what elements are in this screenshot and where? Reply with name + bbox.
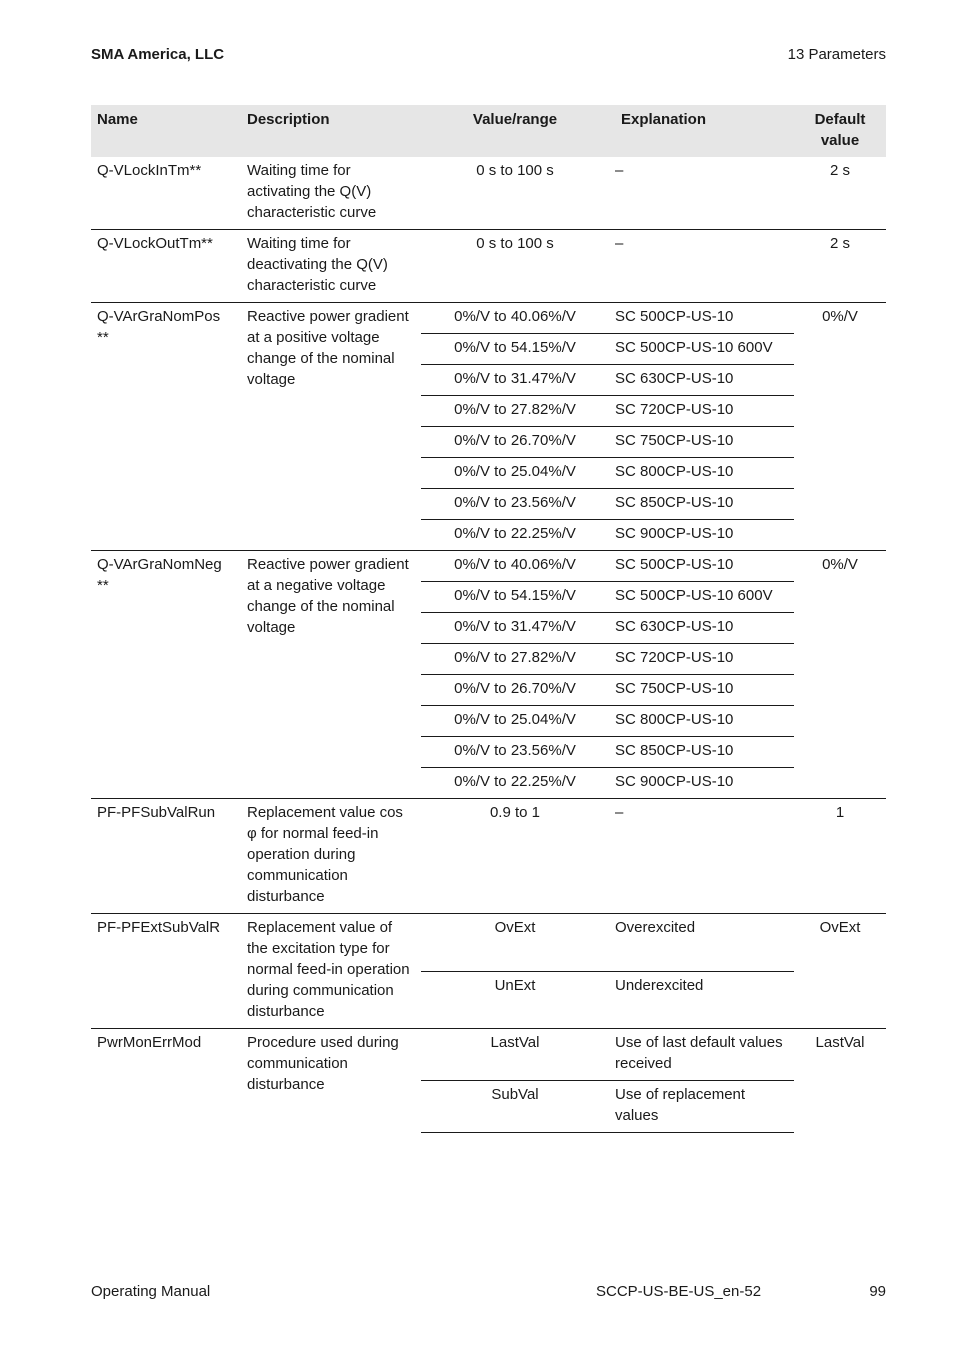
parameter-default: 2 s bbox=[794, 230, 886, 303]
parameter-description: Reactive power gradient at a positive voltage change of the nominal voltage bbox=[241, 303, 421, 551]
parameter-value-range: 0%/V to 27.82%/V bbox=[421, 396, 609, 427]
company-name: SMA America, LLC bbox=[91, 45, 225, 63]
parameter-explanation: SC 630CP-US-10 bbox=[609, 613, 794, 644]
parameter-value-range: 0%/V to 22.25%/V bbox=[421, 768, 609, 799]
parameter-value-range: 0%/V to 27.82%/V bbox=[421, 644, 609, 675]
parameter-default: 1 bbox=[794, 799, 886, 914]
parameter-value-range: 0%/V to 31.47%/V bbox=[421, 613, 609, 644]
parameter-explanation: SC 800CP-US-10 bbox=[609, 458, 794, 489]
table-row bbox=[91, 303, 886, 334]
parameter-description: Replacement value cos φ for normal feed-in operation during communication disturbance bbox=[241, 799, 421, 914]
parameter-explanation: SC 500CP-US-10 bbox=[609, 303, 794, 334]
parameter-name: Q-VLockOutTm** bbox=[91, 230, 241, 303]
parameter-description: Waiting time for activating the Q(V) characteristic curve bbox=[247, 162, 377, 221]
parameter-value-range: 0%/V to 54.15%/V bbox=[421, 582, 609, 613]
parameter-explanation: SC 720CP-US-10 bbox=[609, 396, 794, 427]
parameter-default: 0%/V bbox=[794, 551, 886, 799]
parameter-description: Waiting time for deactivating the Q(V) characteristic curve bbox=[241, 230, 421, 303]
parameter-description: Procedure used during communication disturbance bbox=[241, 1029, 421, 1133]
parameter-explanation: SC 900CP-US-10 bbox=[609, 768, 794, 799]
column-header-name: Name bbox=[91, 105, 241, 157]
table-row bbox=[91, 1029, 886, 1081]
parameter-value-range: 0%/V to 22.25%/V bbox=[421, 520, 609, 551]
parameter-name: PF-PFSubValRun bbox=[91, 799, 241, 914]
parameter-name: PwrMonErrMod bbox=[91, 1029, 241, 1133]
parameter-value-range: 0 s to 100 s bbox=[421, 230, 609, 303]
parameter-default: OvExt bbox=[794, 914, 886, 1029]
table-row bbox=[91, 157, 886, 230]
parameter-value-range: 0%/V to 40.06%/V bbox=[421, 303, 609, 334]
parameter-default: LastVal bbox=[794, 1029, 886, 1133]
parameter-name: PF-PFExtSubValR bbox=[91, 914, 241, 1029]
table-row bbox=[91, 914, 886, 972]
parameter-value-range: 0%/V to 23.56%/V bbox=[421, 489, 609, 520]
table-row bbox=[91, 551, 886, 582]
parameter-explanation: SC 630CP-US-10 bbox=[609, 365, 794, 396]
parameter-explanation: SC 750CP-US-10 bbox=[609, 427, 794, 458]
parameter-value-range: 0%/V to 31.47%/V bbox=[421, 365, 609, 396]
parameter-explanation: Overexcited bbox=[609, 914, 794, 972]
table-header-row bbox=[91, 105, 886, 157]
table-row bbox=[91, 230, 886, 303]
parameter-explanation: SC 900CP-US-10 bbox=[609, 520, 794, 551]
parameter-explanation: SC 750CP-US-10 bbox=[609, 675, 794, 706]
parameter-explanation: SC 500CP-US-10 bbox=[609, 551, 794, 582]
parameter-name: Q-VArGraNomNeg ** bbox=[91, 551, 241, 799]
parameter-explanation: Use of replacement values bbox=[609, 1081, 794, 1133]
column-header-value-range: Value/range bbox=[421, 105, 609, 157]
column-header-explanation: Explanation bbox=[609, 105, 794, 157]
parameter-explanation: – bbox=[609, 799, 794, 914]
parameter-explanation: SC 850CP-US-10 bbox=[609, 737, 794, 768]
column-header-default: Default value bbox=[794, 105, 886, 157]
parameter-explanation: SC 500CP-US-10 600V bbox=[609, 582, 794, 613]
parameter-name: Q-VLockInTm** bbox=[97, 162, 202, 179]
parameter-explanation: SC 850CP-US-10 bbox=[609, 489, 794, 520]
parameter-value-range: UnExt bbox=[421, 971, 609, 1029]
parameter-explanation: – bbox=[609, 230, 794, 303]
parameter-name: Q-VArGraNomPos ** bbox=[91, 303, 241, 551]
parameter-value-range: LastVal bbox=[421, 1029, 609, 1081]
parameter-default: 0%/V bbox=[794, 303, 886, 551]
manual-title: Operating Manual bbox=[91, 1283, 211, 1300]
parameter-explanation: SC 720CP-US-10 bbox=[609, 644, 794, 675]
parameter-default: 2 s bbox=[829, 162, 850, 179]
page-header bbox=[91, 42, 886, 66]
parameter-value-range: 0%/V to 54.15%/V bbox=[421, 334, 609, 365]
parameters-table bbox=[91, 105, 886, 1133]
column-header-description: Description bbox=[241, 105, 421, 157]
parameter-value-range: 0%/V to 26.70%/V bbox=[421, 675, 609, 706]
parameter-explanation: SC 800CP-US-10 bbox=[609, 706, 794, 737]
parameter-description: Replacement value of the excitation type for normal feed-in operation during communication disturbance bbox=[241, 914, 421, 1029]
parameter-value-range: 0%/V to 25.04%/V bbox=[421, 706, 609, 737]
page-footer bbox=[91, 1283, 886, 1305]
parameter-value-range: 0%/V to 23.56%/V bbox=[421, 737, 609, 768]
parameter-value-range: 0%/V to 40.06%/V bbox=[421, 551, 609, 582]
parameter-value-range: 0 s to 100 s bbox=[476, 162, 554, 179]
document-code: SCCP-US-BE-US_en-52 bbox=[596, 1283, 762, 1300]
parameter-explanation: SC 500CP-US-10 600V bbox=[609, 334, 794, 365]
parameter-value-range: 0%/V to 25.04%/V bbox=[421, 458, 609, 489]
parameter-explanation: Use of last default values received bbox=[609, 1029, 794, 1081]
parameter-explanation: – bbox=[615, 162, 624, 179]
parameter-value-range: OvExt bbox=[421, 914, 609, 972]
page-number: 99 bbox=[869, 1283, 886, 1300]
parameter-value-range: 0%/V to 26.70%/V bbox=[421, 427, 609, 458]
parameter-value-range: 0.9 to 1 bbox=[421, 799, 609, 914]
table-body bbox=[91, 157, 886, 1133]
parameter-explanation: Underexcited bbox=[609, 971, 794, 1029]
parameter-value-range: SubVal bbox=[421, 1081, 609, 1133]
section-title: 13 Parameters bbox=[787, 45, 886, 63]
parameter-description: Reactive power gradient at a negative voltage change of the nominal voltage bbox=[241, 551, 421, 799]
table-row bbox=[91, 799, 886, 914]
